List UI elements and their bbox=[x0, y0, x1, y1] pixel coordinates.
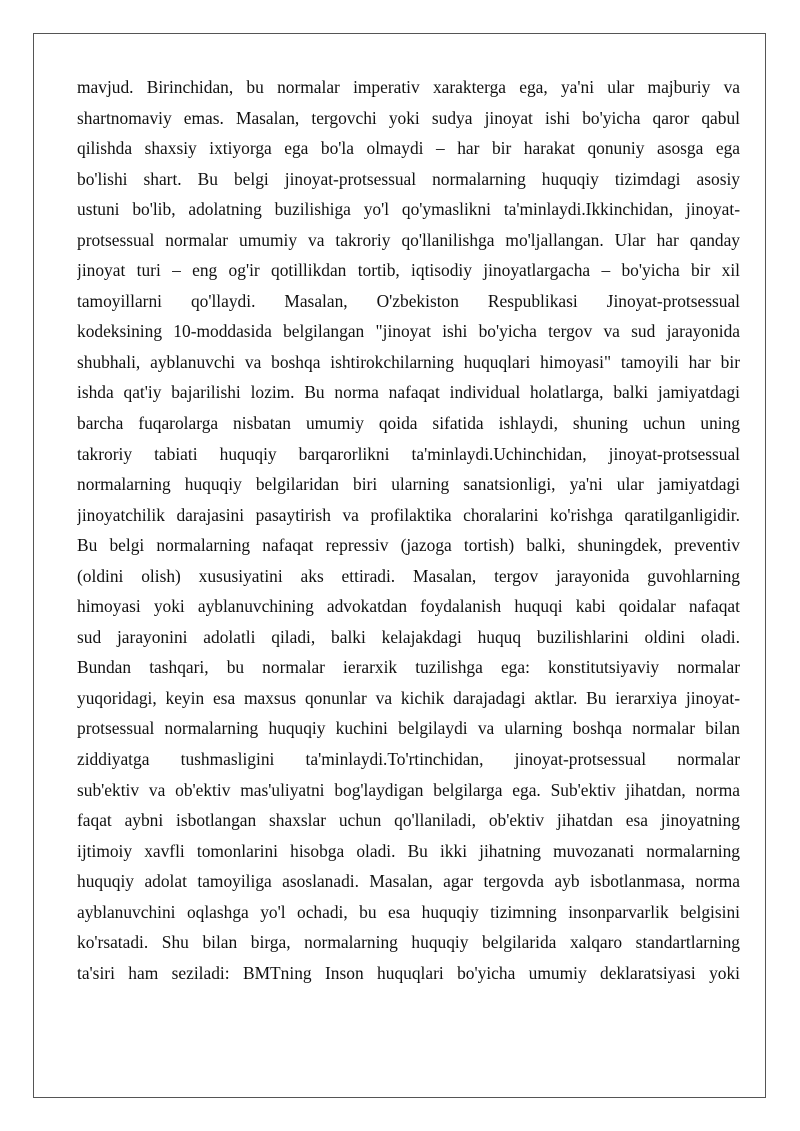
text-line: takroriy tabiati huquqiy barqarorlikni ta'minlaydi.Uchinchidan, jinoyat-protsessual bbox=[77, 443, 740, 464]
text-line: ta'siri ham seziladi: BMTning Inson huquqlari bo'yicha umumiy deklaratsiyasi yoki bbox=[77, 962, 740, 983]
text-line: protsessual normalar umumiy va takroriy qo'llanilishga mo'ljallangan. Ular har qanday bbox=[77, 229, 740, 250]
text-line: Bundan tashqari, bu normalar ierarxik tuzilishga ega: konstitutsiyaviy normalar bbox=[77, 657, 740, 678]
text-line: shartnomaviy emas. Masalan, tergovchi yoki sudya jinoyat ishi bo'yicha qaror qabul bbox=[77, 107, 740, 128]
document-body bbox=[77, 72, 740, 988]
text-line: sud jarayonini adolatli qiladi, balki kelajakdagi huquq buzilishlarini oldini oladi. bbox=[77, 626, 740, 647]
text-line: jinoyat turi – eng og'ir qotillikdan tortib, iqtisodiy jinoyatlargacha – bo'yicha bir xil bbox=[77, 260, 740, 281]
text-line: barcha fuqarolarga nisbatan umumiy qoida sifatida ishlaydi, shuning uchun uning bbox=[77, 413, 740, 434]
text-line: ishda qat'iy bajarilishi lozim. Bu norma nafaqat individual holatlarga, balki jamiyatdagi bbox=[77, 382, 740, 403]
text-line: Bu belgi normalarning nafaqat repressiv (jazoga tortish) balki, shuningdek, preventiv bbox=[77, 535, 740, 556]
text-line: (oldini olish) xususiyatini aks ettiradi. Masalan, tergov jarayonida guvohlarning bbox=[77, 565, 740, 586]
text-line: kodeksining 10-moddasida belgilangan "jinoyat ishi bo'yicha tergov va sud jarayonida bbox=[77, 321, 740, 342]
text-line: mavjud. Birinchidan, bu normalar imperativ xarakterga ega, ya'ni ular majburiy va bbox=[77, 77, 740, 97]
text-line: normalarning huquqiy belgilaridan biri ularning sanatsionligi, ya'ni ular jamiyatdagi bbox=[77, 474, 740, 495]
text-line: protsessual normalarning huquqiy kuchini belgilaydi va ularning boshqa normalar bilan bbox=[77, 718, 740, 739]
text-line: faqat aybni isbotlangan shaxslar uchun qo'llaniladi, ob'ektiv jihatdan esa jinoyatning bbox=[77, 810, 740, 831]
text-line: tamoyillarni qo'llaydi. Masalan, O'zbekiston Respublikasi Jinoyat-protsessual bbox=[77, 290, 740, 311]
text-line: himoyasi yoki ayblanuvchining advokatdan foydalanish huquqi kabi qoidalar nafaqat bbox=[77, 596, 740, 617]
text-line: huquqiy adolat tamoyiliga asoslanadi. Masalan, agar tergovda ayb isbotlanmasa, norma bbox=[77, 871, 740, 892]
text-line: ziddiyatga tushmasligini ta'minlaydi.To'rtinchidan, jinoyat-protsessual normalar bbox=[77, 749, 740, 770]
text-line: sub'ektiv va ob'ektiv mas'uliyatni bog'laydigan belgilarga ega. Sub'ektiv jihatdan, norma bbox=[77, 779, 740, 800]
text-line: ijtimoiy xavfli tomonlarini hisobga oladi. Bu ikki jihatning muvozanati normalarning bbox=[77, 840, 740, 861]
text-line: yuqoridagi, keyin esa maxsus qonunlar va kichik darajadagi aktlar. Bu ierarxiya jinoyat- bbox=[77, 687, 740, 708]
text-line: ustuni bo'lib, adolatning buzilishiga yo'l qo'ymaslikni ta'minlaydi.Ikkinchidan, jinoyat- bbox=[77, 199, 740, 220]
text-line: ayblanuvchini oqlashga yo'l ochadi, bu esa huquqiy tizimning insonparvarlik belgisini bbox=[77, 901, 740, 922]
text-line: shubhali, ayblanuvchi va boshqa ishtirokchilarning huquqlari himoyasi" tamoyili har bir bbox=[77, 351, 740, 372]
text-line: jinoyatchilik darajasini pasaytirish va profilaktika choralarini ko'rishga qaratilganligidir. bbox=[77, 504, 740, 525]
text-line: qilishda shaxsiy ixtiyorga ega bo'la olmaydi – har bir harakat qonuniy asosga ega bbox=[77, 138, 740, 159]
text-line: bo'lishi shart. Bu belgi jinoyat-protsessual normalarning huquqiy tizimdagi asosiy bbox=[77, 168, 740, 189]
text-line: ko'rsatadi. Shu bilan birga, normalarning huquqiy belgilarida xalqaro standartlarning bbox=[77, 932, 740, 953]
